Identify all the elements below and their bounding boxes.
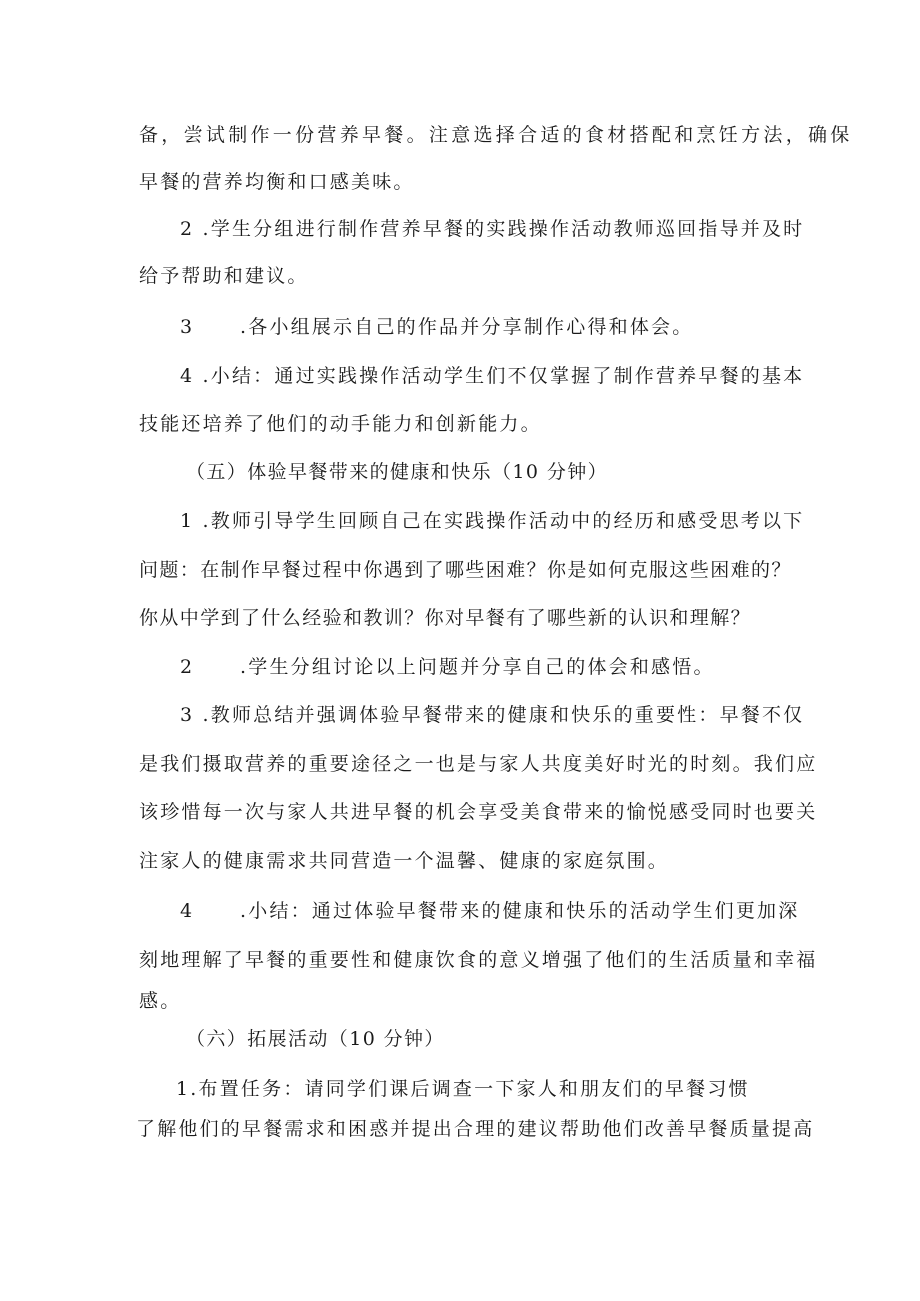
paragraph-line: 刻地理解了早餐的重要性和健康饮食的意义增强了他们的生活质量和幸福 [139,949,818,971]
paragraph-line: 是我们摄取营养的重要途径之一也是与家人共度美好时光的时刻。我们应 [139,753,818,775]
list-item [180,313,825,341]
list-item [180,897,825,925]
list-item-text: .学生分组讨论以上问题并分享自己的体会和感悟。 [240,656,715,678]
paragraph-line: 技能还培养了他们的动手能力和创新能力。 [139,413,542,435]
paragraph-line: 问题：在制作早餐过程中你遇到了哪些困难？你是如何克服这些困难的？ [139,559,792,581]
section-heading: （五）体验早餐带来的健康和快乐（10 分钟） [186,461,609,483]
paragraph-line: 你从中学到了什么经验和教训？你对早餐有了哪些新的认识和理解？ [139,607,752,629]
paragraph-line: 2 .学生分组进行制作营养早餐的实践操作活动教师巡回指导并及时 [180,218,805,240]
paragraph-line: 注家人的健康需求共同营造一个温馨、健康的家庭氛围。 [139,850,670,872]
paragraph-line: 感。 [139,990,182,1012]
section-heading: （六）拓展活动（10 分钟） [186,1028,445,1050]
paragraph-line: 1.布置任务：请同学们课后调查一下家人和朋友们的早餐习惯 [176,1078,750,1100]
paragraph-line: 了解他们的早餐需求和困惑并提出合理的建议帮助他们改善早餐质量提高 [136,1118,815,1140]
paragraph-line: 早餐的营养均衡和口感美味。 [139,171,415,193]
list-number: 2 [180,656,195,678]
paragraph-line: 3 .教师总结并强调体验早餐带来的健康和快乐的重要性：早餐不仅 [180,704,805,726]
list-item [180,653,825,681]
paragraph-line: 1 .教师引导学生回顾自己在实践操作活动中的经历和感受思考以下 [180,510,805,532]
paragraph-line: 备，尝试制作一份营养早餐。注意选择合适的食材搭配和烹饪方法，确保 [139,124,853,146]
list-item-text: .小结：通过体验早餐带来的健康和快乐的活动学生们更加深 [240,900,800,922]
paragraph-line: 4 .小结：通过实践操作活动学生们不仅掌握了制作营养早餐的基本 [180,365,805,387]
list-item-text: .各小组展示自己的作品并分享制作心得和体会。 [240,316,694,338]
list-number: 4 [180,900,195,922]
list-number: 3 [180,316,195,338]
paragraph-line: 给予帮助和建议。 [139,265,309,287]
paragraph-line: 该珍惜每一次与家人共进早餐的机会享受美食带来的愉悦感受同时也要关 [139,801,818,823]
